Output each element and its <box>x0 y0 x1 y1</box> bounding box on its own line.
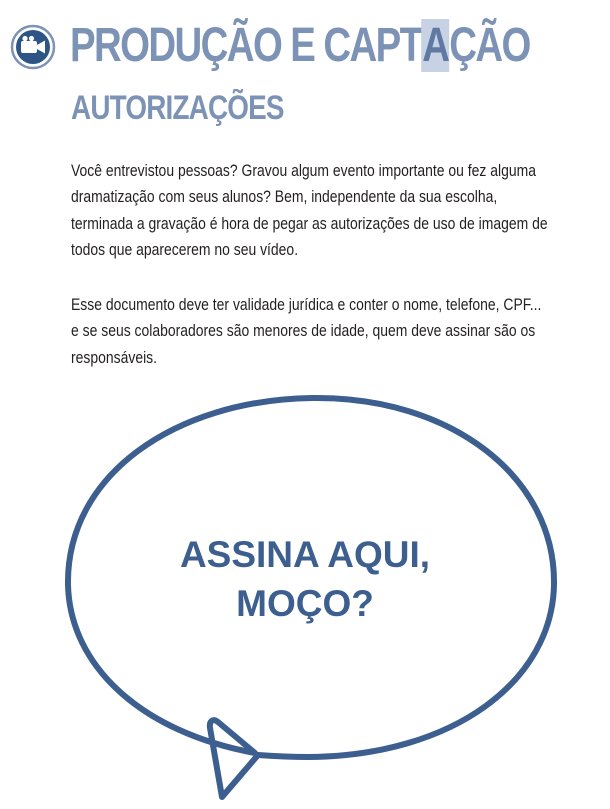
paragraph-line: responsáveis. <box>71 347 158 367</box>
paragraph-line: e se seus colaboradores são menores de idade, quem deve assinar são os <box>71 321 536 341</box>
paragraph-line: todos que aparecerem no seu vídeo. <box>71 239 299 259</box>
paragraph-line: terminada a gravação é hora de pegar as autorizações de uso de imagem de <box>71 213 548 233</box>
title-highlighted-letter: A <box>422 19 449 72</box>
paragraph-line: dramatização com seus alunos? Bem, independente da sua escolha, <box>71 187 498 207</box>
title-part-2: ÇÃO <box>449 19 530 72</box>
speech-bubble-line: ASSINA AQUI, <box>179 534 431 575</box>
title-part-1: PRODUÇÃO E CAPT <box>70 19 422 72</box>
section-subtitle: AUTORIZAÇÕES <box>71 89 284 127</box>
paragraph-line: Esse documento deve ter validade jurídica e conter o nome, telefone, CPF... <box>71 295 542 314</box>
speech-bubble-line: MOÇO? <box>236 583 374 624</box>
speech-bubble-text <box>140 530 470 628</box>
paragraph-line: Você entrevistou pessoas? Gravou algum evento importante ou fez alguma <box>71 161 536 180</box>
